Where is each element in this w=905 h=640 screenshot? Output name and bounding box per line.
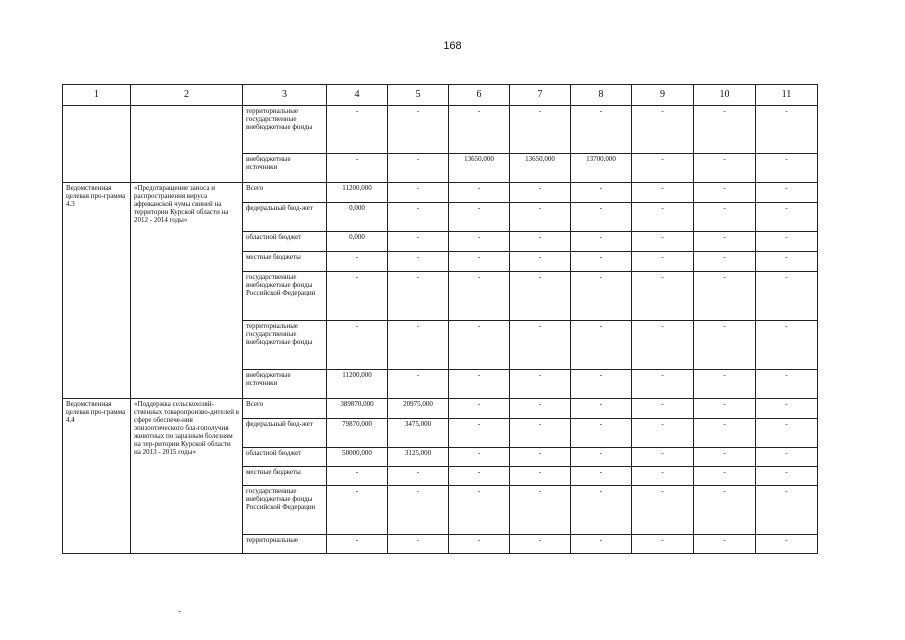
value-cell: - [388, 203, 449, 232]
value-cell: - [388, 535, 449, 554]
funding-source-cell: государственные внебюджетные фонды Российской Федерации [243, 272, 327, 321]
value-cell: - [510, 106, 571, 154]
value-cell: - [694, 370, 756, 399]
header-cell: 9 [632, 85, 694, 106]
funding-source-cell: территориальные государственные внебюджетные фонды [243, 106, 327, 154]
value-cell: - [327, 252, 388, 272]
value-cell: - [449, 321, 510, 370]
value-cell: - [449, 419, 510, 448]
value-cell: - [571, 203, 632, 232]
value-cell: - [510, 370, 571, 399]
value-cell: - [510, 486, 571, 535]
program-label-cell: Ведомственная целевая про-грамма 4.3 [63, 183, 131, 399]
value-cell: - [510, 232, 571, 252]
value-cell: 20975,000 [388, 399, 449, 419]
header-cell: 3 [243, 85, 327, 106]
value-cell: - [449, 232, 510, 252]
value-cell: - [632, 106, 694, 154]
value-cell: - [694, 419, 756, 448]
value-cell: - [694, 272, 756, 321]
value-cell: - [694, 183, 756, 203]
value-cell: - [327, 321, 388, 370]
funding-source-cell: государственные внебюджетные фонды Российской Федерации [243, 486, 327, 535]
value-cell: - [571, 106, 632, 154]
funding-source-cell: Всего [243, 183, 327, 203]
value-cell: - [571, 370, 632, 399]
value-cell: - [756, 232, 818, 252]
header-cell: 2 [131, 85, 243, 106]
value-cell: 13650,000 [449, 154, 510, 183]
value-cell: - [449, 252, 510, 272]
header-cell: 11 [756, 85, 818, 106]
value-cell: - [756, 321, 818, 370]
funding-source-cell: территориальные [243, 535, 327, 554]
table-row [63, 399, 818, 419]
value-cell: - [571, 399, 632, 419]
value-cell: - [632, 399, 694, 419]
value-cell: - [632, 203, 694, 232]
value-cell: - [510, 203, 571, 232]
funding-source-cell: федеральный бюд-жет [243, 203, 327, 232]
value-cell: - [756, 252, 818, 272]
value-cell: - [632, 370, 694, 399]
value-cell: - [632, 486, 694, 535]
value-cell: - [388, 486, 449, 535]
value-cell: - [449, 272, 510, 321]
value-cell: - [694, 203, 756, 232]
value-cell: - [571, 321, 632, 370]
value-cell: 3125,000 [388, 448, 449, 467]
value-cell: 389870,000 [327, 399, 388, 419]
header-cell: 1 [63, 85, 131, 106]
value-cell: - [388, 232, 449, 252]
scan-mark: - [178, 606, 181, 616]
value-cell: - [571, 252, 632, 272]
value-cell: - [632, 272, 694, 321]
value-cell: - [571, 486, 632, 535]
value-cell: - [327, 154, 388, 183]
value-cell: - [510, 448, 571, 467]
value-cell: - [449, 486, 510, 535]
value-cell: - [510, 467, 571, 486]
page-number: 168 [443, 40, 462, 52]
header-cell: 5 [388, 85, 449, 106]
value-cell: - [449, 467, 510, 486]
program-label-cell [63, 106, 131, 183]
value-cell: 0,000 [327, 232, 388, 252]
funding-source-cell: областной бюджет [243, 232, 327, 252]
funding-source-cell: местные бюджеты [243, 467, 327, 486]
value-cell: - [756, 448, 818, 467]
header-cell: 4 [327, 85, 388, 106]
value-cell: - [756, 272, 818, 321]
value-cell: - [756, 419, 818, 448]
table-row [63, 183, 818, 203]
value-cell: - [632, 321, 694, 370]
value-cell: - [632, 252, 694, 272]
value-cell: - [756, 486, 818, 535]
value-cell: - [756, 106, 818, 154]
value-cell: - [694, 106, 756, 154]
value-cell: - [632, 154, 694, 183]
table-row [63, 106, 818, 154]
value-cell: - [694, 399, 756, 419]
header-cell: 8 [571, 85, 632, 106]
value-cell: - [510, 252, 571, 272]
funding-source-cell: территориальные государственные внебюджетные фонды [243, 321, 327, 370]
value-cell: - [510, 535, 571, 554]
value-cell: - [756, 399, 818, 419]
value-cell: - [449, 448, 510, 467]
program-title-cell: «Поддержка сельскохозяй-ственных товаропроизво-дителей в сфере обеспече-ния эпизоотического бла-гополучия животных по заразным болезням на тер-ритории Курской области на 2013 - 2015 годы» [131, 399, 243, 554]
value-cell: - [510, 272, 571, 321]
value-cell: - [388, 183, 449, 203]
value-cell: - [510, 419, 571, 448]
value-cell: - [388, 321, 449, 370]
value-cell: - [327, 535, 388, 554]
value-cell: - [571, 467, 632, 486]
value-cell: - [632, 535, 694, 554]
value-cell: - [327, 486, 388, 535]
value-cell: 79870,000 [327, 419, 388, 448]
funding-source-cell: местные бюджеты [243, 252, 327, 272]
value-cell: - [388, 370, 449, 399]
value-cell: - [571, 232, 632, 252]
funding-source-cell: областной бюджет [243, 448, 327, 467]
value-cell: - [756, 535, 818, 554]
value-cell: - [449, 106, 510, 154]
program-title-cell: «Предотвращение заноса и распространения вируса африканской чумы свиней на территории Курской области на 2012 - 2014 годы» [131, 183, 243, 399]
value-cell: 11200,000 [327, 183, 388, 203]
value-cell: - [571, 272, 632, 321]
program-title-cell [131, 106, 243, 183]
value-cell: - [756, 154, 818, 183]
value-cell: - [632, 232, 694, 252]
value-cell: - [388, 106, 449, 154]
funding-source-cell: Всего [243, 399, 327, 419]
value-cell: - [756, 203, 818, 232]
value-cell: - [694, 232, 756, 252]
value-cell: - [449, 183, 510, 203]
value-cell: - [632, 183, 694, 203]
value-cell: - [694, 448, 756, 467]
value-cell: - [449, 535, 510, 554]
value-cell: - [694, 252, 756, 272]
funding-source-cell: федеральный бюд-жет [243, 419, 327, 448]
value-cell: - [571, 535, 632, 554]
budget-table [62, 84, 818, 554]
value-cell: - [694, 467, 756, 486]
value-cell: - [327, 467, 388, 486]
value-cell: - [449, 370, 510, 399]
value-cell: 3475,000 [388, 419, 449, 448]
value-cell: - [694, 486, 756, 535]
value-cell: - [388, 272, 449, 321]
value-cell: - [694, 535, 756, 554]
value-cell: - [632, 419, 694, 448]
value-cell: 11200,000 [327, 370, 388, 399]
value-cell: - [756, 370, 818, 399]
value-cell: - [388, 252, 449, 272]
value-cell: 13700,000 [571, 154, 632, 183]
value-cell: - [571, 419, 632, 448]
header-cell: 7 [510, 85, 571, 106]
value-cell: - [632, 467, 694, 486]
value-cell: - [571, 448, 632, 467]
value-cell: 50000,000 [327, 448, 388, 467]
value-cell: 13650,000 [510, 154, 571, 183]
header-cell: 6 [449, 85, 510, 106]
value-cell: - [756, 183, 818, 203]
value-cell: - [388, 467, 449, 486]
value-cell: - [449, 203, 510, 232]
funding-source-cell: внебюджетные источники [243, 370, 327, 399]
value-cell: - [510, 183, 571, 203]
value-cell: - [510, 399, 571, 419]
value-cell: 0,000 [327, 203, 388, 232]
funding-source-cell: внебюджетные источники [243, 154, 327, 183]
value-cell: - [327, 272, 388, 321]
value-cell: - [510, 321, 571, 370]
value-cell: - [449, 399, 510, 419]
value-cell: - [388, 154, 449, 183]
value-cell: - [694, 154, 756, 183]
value-cell: - [327, 106, 388, 154]
value-cell: - [694, 321, 756, 370]
value-cell: - [756, 467, 818, 486]
value-cell: - [632, 448, 694, 467]
header-cell: 10 [694, 85, 756, 106]
header-row [63, 85, 818, 106]
program-label-cell: Ведомственная целевая про-грамма 4.4 [63, 399, 131, 554]
value-cell: - [571, 183, 632, 203]
